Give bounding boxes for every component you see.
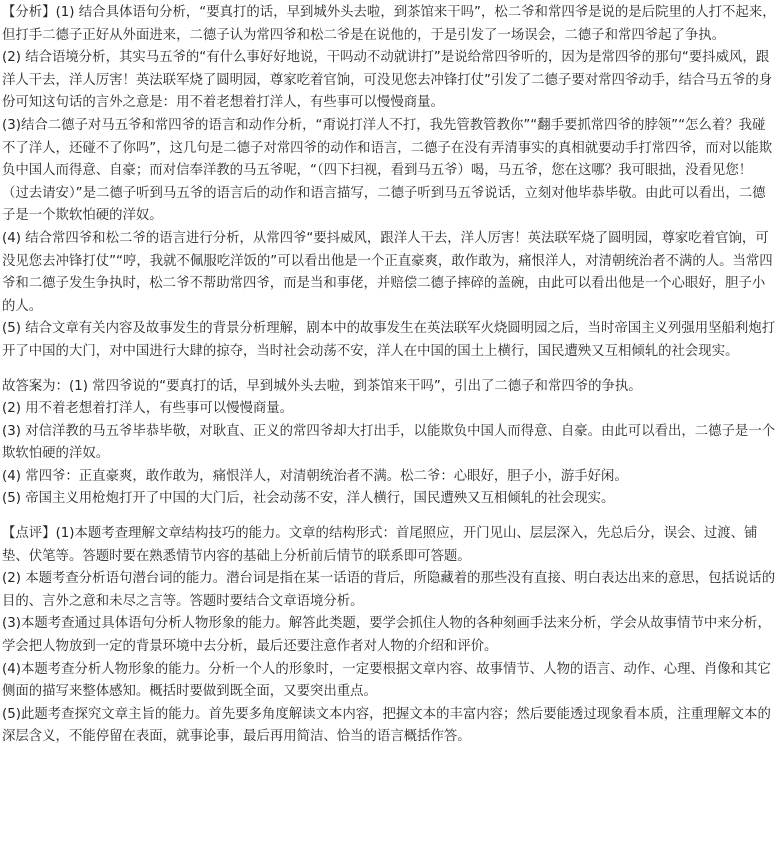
answer-paragraph-2: (2) 用不着老想着打洋人，有些事可以慢慢商量。: [2, 401, 294, 417]
analysis-section: [2, 2, 778, 364]
analysis-paragraph-2: (2) 结合语境分析，其实马五爷的“有什么事好好地说，干吗动不动就讲打”是说给常四爷听的，因为是常四爷的那句“要抖威风，跟洋人干去，洋人厉害！英法联军烧了圆明园，尊家吃着官饷，可没见您去冲锋打仗”引发了二德子要对常四爷动手，结合马五爷的身份可知这句话的言外之意是：用不着老想着打洋人，有些事可以慢慢商量。: [2, 50, 773, 111]
answer-paragraph-1: 故答案为：(1) 常四爷说的“要真打的话，早到城外头去啦，到茶馆来干吗”，引出了二德子和常四爷的争执。: [2, 378, 642, 394]
answer-paragraph-3: (3) 对信洋教的马五爷毕恭毕敬，对耿直、正义的常四爷却大打出手，以能欺负中国人而得意、自豪。由此可以看出，二德子是一个欺软怕硬的洋奴。: [2, 423, 776, 462]
section-spacer: [2, 364, 778, 376]
comment-text-1: (1)本题考查理解文章结构技巧的能力。文章的结构形式：首尾照应，开门见山、层层深入，先总后分，误会、过渡、铺垫、伏笔等。答题时要在熟悉情节内容的基础上分析前后情节的联系即可答题。: [2, 526, 758, 564]
analysis-paragraph-4: (4) 结合常四爷和松二爷的语言进行分析，从常四爷“要抖威风，跟洋人干去，洋人厉害！英法联军烧了圆明园，尊家吃着官饷，可没见您去冲锋打仗”“哼，我就不佩服吃洋饭的”可以看出他是一个正直豪爽，敢作敢为，痛恨洋人，对清朝统治者不满的人。当常四爷和二德子发生争执时，松二爷不帮助常四爷，而是当和事佬，并赔偿二德子摔碎的盖碗，由此可以看出他是一个心眼好，胆子小的人。: [2, 230, 773, 314]
comment-paragraph-4: (4)本题考查分析人物形象的能力。分析一个人的形象时，一定要根据文章内容、故事情节、人物的语言、动作、心理、肖像和其它侧面的描写来整体感知。概括时要做到既全面，又要突出重点。: [2, 661, 771, 700]
analysis-text-1: (1) 结合具体语句分析，“要真打的话，早到城外头去啦，到茶馆来干吗”，松二爷和常四爷是说的是后院里的人打不起来，但打手二德子正好从外面进来，二德子认为常四爷和松二爷是在说他的，于是引发了一场误会，二德子和常四爷起了争执。: [2, 5, 776, 43]
comment-paragraph-5: (5)此题考查探究文章主旨的能力。首先要多角度解读文本内容，把握文本的丰富内容；然后要能透过现象看本质，注重理解文本的深层含义，不能停留在表面，就事论事，最后再用简洁、恰当的语言概括作答。: [2, 706, 771, 745]
comment-paragraph-1: [2, 523, 778, 568]
comment-header: 【点评】: [2, 526, 56, 542]
answer-paragraph-4: (4) 常四爷：正直豪爽，敢作敢为，痛恨洋人，对清朝统治者不满。松二爷：心眼好，胆子小，游手好闲。: [2, 468, 628, 484]
analysis-paragraph-5: (5) 结合文章有关内容及故事发生的背景分析理解，剧本中的故事发生在英法联军火烧圆明园之后，当时帝国主义列强用坚船利炮打开了中国的大门，对中国进行大肆的掠夺，当时社会动荡不安，洋人在中国的国土上横行，国民遭殃又互相倾轧的社会现实。: [2, 321, 776, 359]
comment-paragraph-2: (2) 本题考查分析语句潜台词的能力。潜台词是指在某一话语的背后，所隐藏着的那些没有直接、明白表达出来的意思，包括说话的目的、言外之意和未尽之言等。答题时要结合文章语境分析。: [2, 571, 776, 609]
analysis-header: 【分析】: [2, 5, 56, 20]
analysis-paragraph-3: (3)结合二德子对马五爷和常四爷的语言和动作分析，“甭说打洋人不打，我先管教管教你”“翻手要抓常四爷的脖领”“怎么着？我碰不了洋人，还碰不了你吗”，这几句是二德子对常四爷的动作和语言，二德子在没有弄清事实的真相就要动手打常四爷，而对以能欺负中国人而得意、自豪；而对信奉洋教的马五爷呢，“（四下扫视，看到马五爷）喝，马五爷，您在这哪？我可眼拙，没看见您！（过去请安）”是二德子听到马五爷的语言后的动作和语言描写，二德子听到马五爷说话，立刻对他毕恭毕敬。由此可以看出，二德子是一个欺软怕硬的洋奴。: [2, 117, 773, 224]
section-spacer: [2, 511, 778, 523]
answer-section: [2, 376, 778, 512]
comment-section: [2, 523, 778, 749]
answer-paragraph-5: (5) 帝国主义用枪炮打开了中国的大门后，社会动荡不安，洋人横行，国民遭殃又互相倾轧的社会现实。: [2, 491, 615, 507]
analysis-paragraph-1: [2, 2, 778, 47]
comment-paragraph-3: (3)本题考查通过具体语句分析人物形象的能力。解答此类题，要学会抓住人物的各种刻画手法来分析，学会从故事情节中来分析，学会把人物放到一定的背景环境中去分析，最后还要注意作者对人物的介绍和评价。: [2, 616, 771, 655]
